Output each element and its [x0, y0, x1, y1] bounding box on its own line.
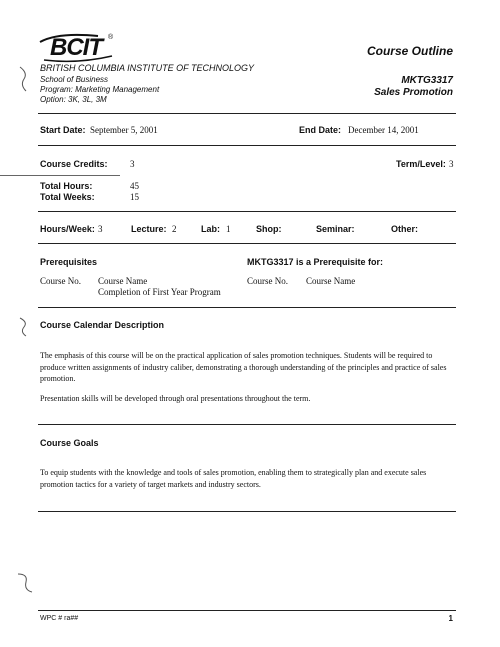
- document-title: Course Outline: [366, 44, 453, 58]
- institution-name: BRITISH COLUMBIA INSTITUTE OF TECHNOLOGY: [40, 63, 255, 73]
- calendar-divider: [38, 424, 456, 425]
- lab-value: 1: [226, 224, 231, 234]
- course-goals-paragraph: To equip students with the knowledge and tools of sales promotion, enabling them to strategically plan and execute sales promotion tactics for a variety of target markets and industry sectors.: [40, 468, 427, 489]
- end-date-value: December 14, 2001: [348, 125, 419, 135]
- term-level-label: Term/Level:: [396, 159, 446, 169]
- total-weeks-label: Total Weeks:: [40, 192, 95, 202]
- prereq-course-name-header: Course Name: [98, 276, 148, 286]
- course-name: Sales Promotion: [374, 87, 453, 98]
- term-level-value: 3: [449, 159, 454, 169]
- seminar-label: Seminar:: [316, 224, 355, 234]
- course-goals-heading: Course Goals: [40, 438, 99, 448]
- footer-divider: [38, 610, 456, 611]
- school-name: School of Business: [40, 75, 109, 84]
- credits-stray-line: [0, 175, 120, 176]
- binder-hole-mark-icon: [16, 570, 34, 596]
- prereq-course-name-value: Completion of First Year Program: [98, 287, 221, 297]
- start-date-value: September 5, 2001: [90, 125, 158, 135]
- goals-divider: [38, 511, 456, 512]
- program-name: Program: Marketing Management: [40, 85, 160, 94]
- lecture-value: 2: [172, 224, 177, 234]
- course-credits-value: 3: [130, 159, 135, 169]
- calendar-presentation-paragraph: Presentation skills will be developed through oral presentations throughout the term.: [40, 394, 311, 403]
- binder-hole-mark-icon: [18, 65, 32, 93]
- weekly-divider: [38, 243, 456, 244]
- calendar-description-paragraph: The emphasis of this course will be on the practical application of sales promotion techniques. Students will be required to produce written assignments of industry caliber, demonstrating a thorough understanding of the principles and practice of sales promotion.: [40, 351, 447, 383]
- page-number: 1: [448, 614, 453, 623]
- option-list: Option: 3K, 3L, 3M: [40, 95, 107, 104]
- credits-divider: [38, 211, 456, 212]
- logo-wordmark: BCIT: [50, 34, 102, 61]
- course-code: MKTG3317: [401, 75, 453, 86]
- total-hours-value: 45: [130, 181, 139, 191]
- total-weeks-value: 15: [130, 192, 139, 202]
- prereq-for-course-no-header: Course No.: [247, 276, 288, 286]
- prereq-for-course-name-header: Course Name: [306, 276, 356, 286]
- footer-document-code: WPC # ra##: [40, 615, 79, 622]
- shop-label: Shop:: [256, 224, 282, 234]
- header-divider: [38, 113, 456, 114]
- bcit-logo: [38, 30, 118, 64]
- registered-mark: ®: [108, 34, 114, 41]
- dates-divider: [38, 145, 456, 146]
- lab-label: Lab:: [201, 224, 220, 234]
- other-label: Other:: [391, 224, 418, 234]
- hours-per-week-label: Hours/Week:: [40, 224, 95, 234]
- end-date-label: End Date:: [299, 125, 342, 135]
- prereq-course-no-header: Course No.: [40, 276, 81, 286]
- total-hours-label: Total Hours:: [40, 181, 93, 191]
- prerequisites-heading: Prerequisites: [40, 257, 98, 267]
- prerequisite-for-heading: MKTG3317 is a Prerequisite for:: [247, 257, 384, 267]
- binder-hole-mark-icon: [18, 316, 32, 338]
- hours-per-week-value: 3: [98, 224, 103, 234]
- prereq-divider: [38, 307, 456, 308]
- lecture-label: Lecture:: [131, 224, 167, 234]
- start-date-label: Start Date:: [40, 125, 86, 135]
- course-credits-label: Course Credits:: [40, 159, 108, 169]
- calendar-description-heading: Course Calendar Description: [40, 320, 165, 330]
